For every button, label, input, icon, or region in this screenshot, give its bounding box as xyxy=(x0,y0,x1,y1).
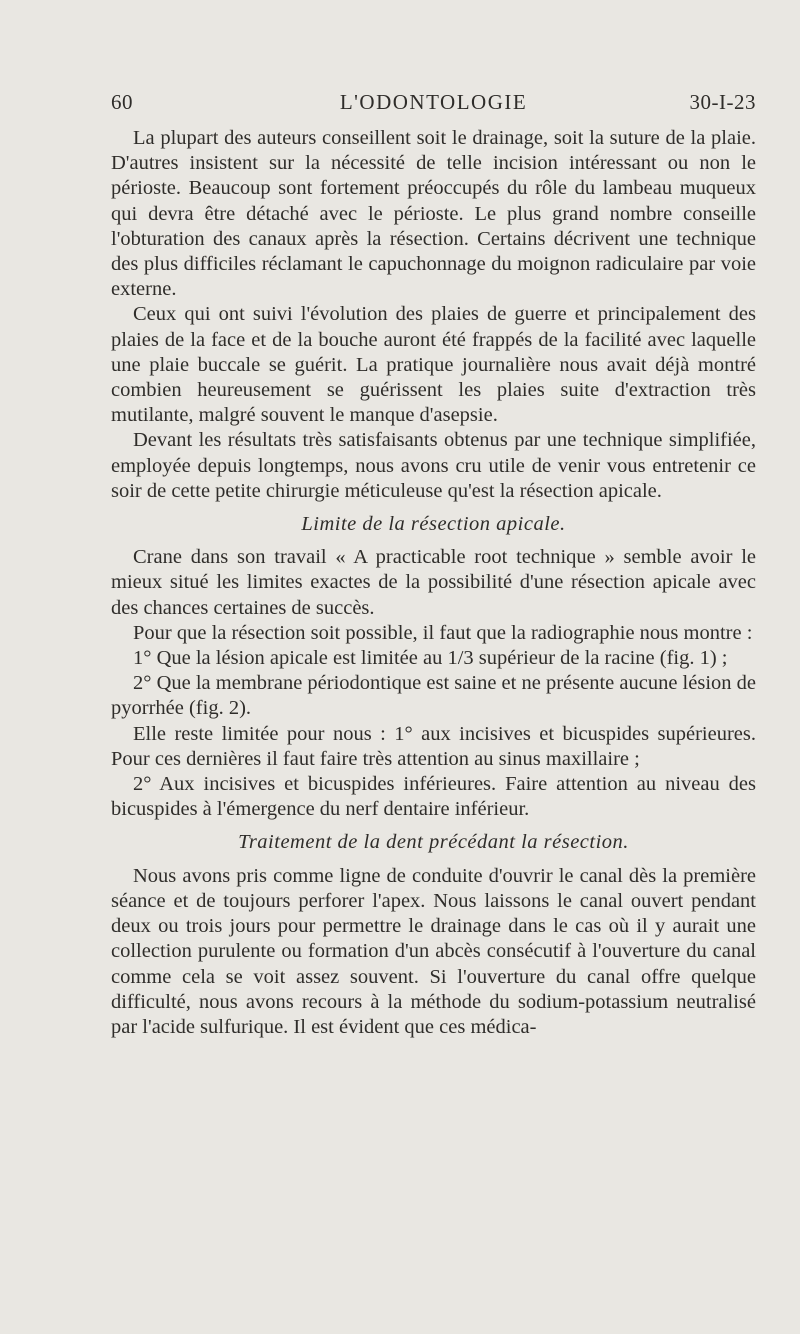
paragraph: La plupart des auteurs conseillent soit le drainage, soit la suture de la plaie. D'autres insistent sur la nécessité de telle incision intéressant ou non le périoste. Beaucoup sont fortement préoccupés du rôle du lambeau muqueux qui devra être détaché avec le périoste. Le plus grand nombre conseille l'obturation des canaux après la résection. Certains décrivent une technique des plus difficiles réclamant le capuchonnage du moignon radiculaire par voie externe. xyxy=(111,127,756,301)
article-body xyxy=(111,126,756,1040)
paragraph: Crane dans son travail « A practicable root technique » semble avoir le mieux situé les limites exactes de la possibilité d'une résection apicale avec des chances certaines de succès. xyxy=(111,546,756,619)
issue-date: 30-I-23 xyxy=(689,90,756,114)
page-number: 60 xyxy=(111,90,133,114)
paragraph: Ceux qui ont suivi l'évolution des plaies de guerre et principalement des plaies de la face et de la bouche auront été frappés de la facilité avec laquelle une plaie buccale se guérit. La pratique journalière nous avait déjà montré combien heureusement se guérissent les plaies suite d'extraction très mutilante, malgré souvent le manque d'asepsie. xyxy=(111,303,756,427)
paragraph: Devant les résultats très satisfaisants obtenus par une technique simplifiée, employée depuis longtemps, nous avons cru utile de venir vous entretenir ce soir de cette petite chirurgie méticuleuse qu'est la résection apicale. xyxy=(111,429,756,502)
paragraph: Pour que la résection soit possible, il faut que la radiographie nous montre : xyxy=(133,621,753,644)
journal-title: L'ODONTOLOGIE xyxy=(339,90,528,114)
paragraph: Nous avons pris comme ligne de conduite d'ouvrir le canal dès la première séance et de toujours perforer l'apex. Nous laissons le canal ouvert pendant deux ou trois jours pour permettre le drainage dans le cas où il y aurait une collection purulente ou formation d'un abcès consécutif à l'ouverture du canal comme cela se voit assez souvent. Si l'ouverture du canal offre quelque difficulté, nous avons recours à la méthode du sodium-potassium neutralisé par l'acide sulfurique. Il est évident que ces médica- xyxy=(111,864,756,1038)
list-item: 1° Que la lésion apicale est limitée au 1/3 supérieur de la racine (fig. 1) ; xyxy=(133,647,728,670)
paragraph: Elle reste limitée pour nous : 1° aux incisives et bicuspides supérieures. Pour ces dernières il faut faire très attention au sinus maxillaire ; xyxy=(111,722,756,770)
section-heading: Traitement de la dent précédant la résection. xyxy=(238,831,629,854)
list-item: 2° Aux incisives et bicuspides inférieures. Faire attention au niveau des bicuspides à l'émergence du nerf dentaire inférieur. xyxy=(111,773,756,821)
section-heading: Limite de la résection apicale. xyxy=(301,513,566,536)
list-item: 2° Que la membrane périodontique est saine et ne présente aucune lésion de pyorrhée (fig. 2). xyxy=(111,672,756,720)
